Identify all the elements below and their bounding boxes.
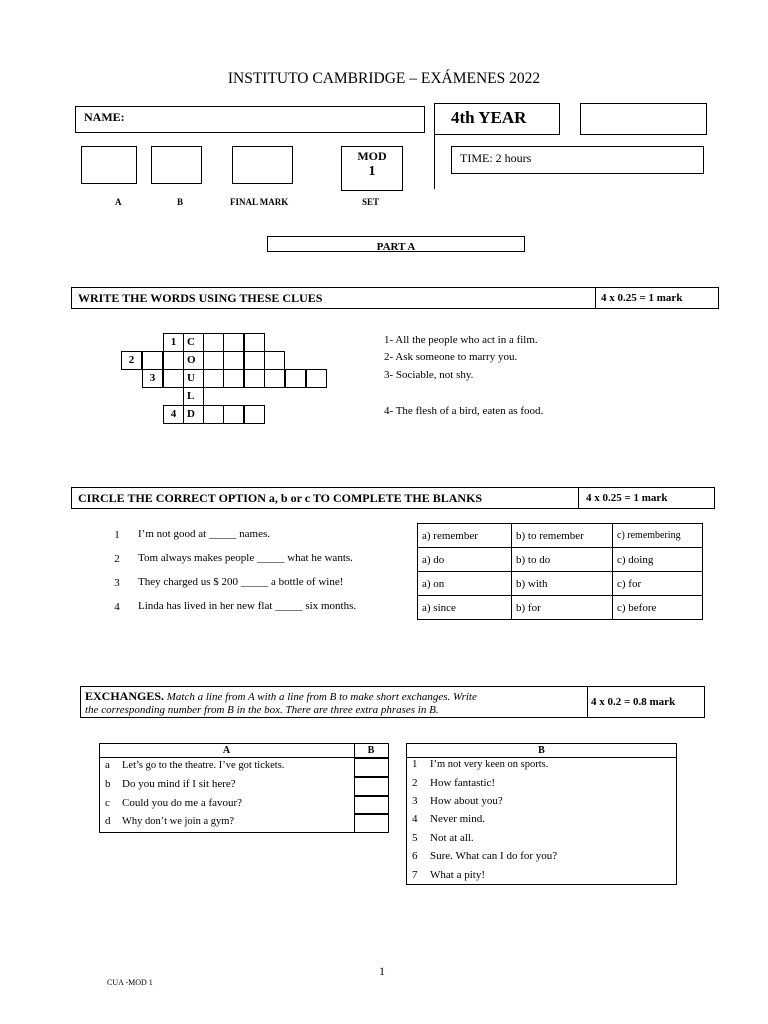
question-number: 3 — [114, 577, 120, 589]
option-b[interactable]: b) to do — [512, 548, 613, 572]
cw-cell[interactable] — [264, 351, 285, 370]
cw-cell[interactable] — [223, 333, 244, 352]
section1-marks: 4 x 0.25 = 1 mark — [601, 292, 683, 304]
question-text: They charged us $ 200 _____ a bottle of wine! — [138, 576, 344, 588]
a-item — [105, 775, 236, 793]
section2-title: CIRCLE THE CORRECT OPTION a, b or c TO COMPLETE THE BLANKS — [78, 491, 483, 505]
cw-letter-u: U — [187, 372, 195, 384]
options-row — [418, 548, 703, 572]
question-text: I’m not good at _____ names. — [138, 528, 270, 540]
a-item — [105, 812, 234, 830]
cw-letter-c: C — [187, 336, 195, 348]
mod-label: MOD — [357, 149, 387, 163]
cw-cell[interactable] — [285, 369, 306, 388]
cw-letter-cell — [183, 351, 204, 370]
header-divider — [434, 135, 435, 189]
label-final-mark: FINAL MARK — [230, 197, 289, 207]
cw-number-2: 2 — [128, 354, 135, 366]
cw-number-cell — [163, 405, 184, 424]
cw-number-1: 1 — [170, 336, 177, 348]
question-number: 2 — [114, 553, 120, 565]
section2-divider — [578, 488, 579, 508]
b-item-number: 5 — [412, 832, 418, 844]
b-item-text: Sure. What can I do for you? — [430, 850, 558, 862]
options-table — [417, 523, 703, 620]
a-item-letter: c — [105, 797, 110, 809]
part-a-box — [267, 236, 525, 252]
cw-number-cell — [163, 333, 184, 352]
mod-box — [341, 146, 403, 191]
part-a-label: PART A — [376, 241, 416, 253]
section1-divider — [595, 288, 596, 308]
section1-header — [71, 287, 719, 309]
section2-header — [71, 487, 715, 509]
cw-cell[interactable] — [244, 369, 265, 388]
blank-box[interactable] — [580, 103, 707, 135]
section1-title: WRITE THE WORDS USING THESE CLUES — [78, 291, 323, 305]
answer-box-b[interactable] — [354, 777, 389, 796]
answer-box-a[interactable] — [354, 758, 389, 777]
a-item-text: Let’s go to the theatre. I’ve got tickets. — [122, 760, 285, 771]
cw-cell[interactable] — [244, 405, 265, 424]
cw-number-3: 3 — [149, 372, 156, 384]
final-mark-box[interactable] — [232, 146, 293, 184]
clue-2: 2- Ask someone to marry you. — [384, 351, 518, 363]
section2-marks: 4 x 0.25 = 1 mark — [586, 492, 668, 504]
section3-instructions-line2: the corresponding number from B in the box. There are three extra phrases in B. — [85, 704, 439, 716]
question-number: 1 — [114, 529, 120, 541]
cw-cell[interactable] — [163, 351, 184, 370]
page-number: 1 — [379, 964, 385, 978]
name-field[interactable] — [75, 106, 425, 133]
cw-cell[interactable] — [203, 369, 224, 388]
cw-letter-l: L — [187, 390, 195, 402]
cw-cell[interactable] — [203, 333, 224, 352]
year-label: 4th YEAR — [451, 108, 527, 127]
b-item-number: 7 — [412, 869, 418, 881]
option-b[interactable]: b) with — [512, 572, 613, 596]
b-item-text: I’m not very keen on sports. — [430, 759, 549, 770]
mod-number: 1 — [368, 164, 376, 179]
cw-number-cell — [142, 369, 163, 388]
a-item-text: Why don’t we join a gym? — [122, 816, 235, 827]
question-text: Tom always makes people _____ what he wants. — [138, 552, 353, 564]
cw-letter-d: D — [187, 408, 195, 420]
b-item — [412, 810, 485, 828]
label-a: A — [115, 197, 122, 207]
options-row — [418, 572, 703, 596]
b-item-text: How about you? — [430, 795, 503, 807]
b-item — [412, 792, 503, 810]
section3-marks: 4 x 0.2 = 0.8 mark — [591, 696, 676, 708]
options-row — [418, 596, 703, 620]
cw-cell[interactable] — [142, 351, 163, 370]
clue-4: 4- The flesh of a bird, eaten as food. — [384, 405, 544, 417]
cw-cell[interactable] — [223, 369, 244, 388]
b-item-text: How fantastic! — [430, 777, 496, 789]
answer-box-d[interactable] — [354, 814, 389, 833]
cw-letter-o: O — [187, 354, 196, 366]
option-b[interactable]: b) for — [512, 596, 613, 620]
mark-b-box[interactable] — [151, 146, 202, 184]
label-b: B — [177, 197, 184, 207]
b-item — [412, 774, 495, 792]
col-a-header: A — [222, 745, 231, 756]
section3-title: EXCHANGES. — [85, 689, 165, 703]
a-item-letter: a — [105, 759, 110, 771]
footer-code: CUA -MOD 1 — [107, 978, 153, 987]
section3-instructions-line1: Match a line from A with a line from B to make short exchanges. Write — [166, 691, 477, 703]
cw-letter-cell — [183, 405, 204, 424]
time-label: TIME: 2 hours — [460, 151, 532, 165]
cw-cell[interactable] — [264, 369, 285, 388]
cw-cell[interactable] — [203, 351, 224, 370]
label-set: SET — [362, 197, 380, 207]
b-item — [412, 847, 557, 865]
b-item-number: 3 — [412, 795, 418, 807]
section3-header — [80, 686, 705, 718]
cw-cell[interactable] — [223, 405, 244, 424]
b-item-text: Never mind. — [430, 813, 485, 825]
b-item-text: What a pity! — [430, 869, 485, 881]
cw-cell[interactable] — [244, 351, 265, 370]
b-item — [412, 755, 548, 773]
option-c[interactable]: c) for — [613, 572, 703, 596]
question-number: 4 — [114, 601, 120, 613]
a-item-letter: d — [105, 815, 111, 827]
question-text: Linda has lived in her new flat _____ six months. — [138, 600, 357, 612]
option-a[interactable]: a) remember — [418, 524, 512, 548]
a-item — [105, 756, 284, 774]
cw-letter-cell — [183, 387, 204, 406]
cw-letter-cell — [183, 369, 204, 388]
section3-divider — [587, 687, 588, 717]
clue-1: 1- All the people who act in a film. — [384, 334, 538, 346]
cw-cell[interactable] — [244, 333, 265, 352]
b-item — [412, 866, 485, 884]
cw-letter-cell — [183, 333, 204, 352]
a-item-letter: b — [105, 778, 111, 790]
clue-3: 3- Sociable, not shy. — [384, 369, 474, 381]
cw-number-cell — [121, 351, 142, 370]
option-c[interactable]: c) remembering — [613, 524, 703, 548]
b-item-number: 1 — [412, 758, 418, 770]
a-item — [105, 794, 242, 812]
answer-box-c[interactable] — [354, 796, 389, 814]
cw-cell[interactable] — [306, 369, 327, 388]
option-b[interactable]: b) to remember — [512, 524, 613, 548]
exam-title: INSTITUTO CAMBRIDGE – EXÁMENES 2022 — [227, 70, 541, 87]
col-b-header: B — [538, 745, 545, 756]
mark-a-box[interactable] — [81, 146, 137, 184]
cw-cell[interactable] — [163, 369, 184, 388]
b-item — [412, 829, 474, 847]
cw-cell[interactable] — [223, 351, 244, 370]
option-a[interactable]: a) since — [418, 596, 512, 620]
b-item-number: 4 — [412, 813, 418, 825]
col-b-box-header: B — [367, 745, 375, 756]
name-label: NAME: — [84, 110, 125, 124]
a-item-text: Do you mind if I sit here? — [122, 778, 236, 790]
option-c[interactable]: c) doing — [613, 548, 703, 572]
b-item-text: Not at all. — [430, 832, 474, 844]
b-item-number: 2 — [412, 777, 418, 789]
option-a[interactable]: a) on — [418, 572, 512, 596]
exchanges-table-a — [99, 743, 389, 833]
exchanges-table-b — [406, 743, 677, 885]
section3-instructions — [85, 690, 585, 717]
option-a[interactable]: a) do — [418, 548, 512, 572]
b-item-number: 6 — [412, 850, 418, 862]
time-box — [451, 146, 704, 174]
options-row — [418, 524, 703, 548]
option-c[interactable]: c) before — [613, 596, 703, 620]
cw-number-4: 4 — [170, 408, 177, 420]
cw-cell[interactable] — [203, 405, 224, 424]
a-item-text: Could you do me a favour? — [122, 797, 243, 809]
year-box — [434, 103, 560, 135]
